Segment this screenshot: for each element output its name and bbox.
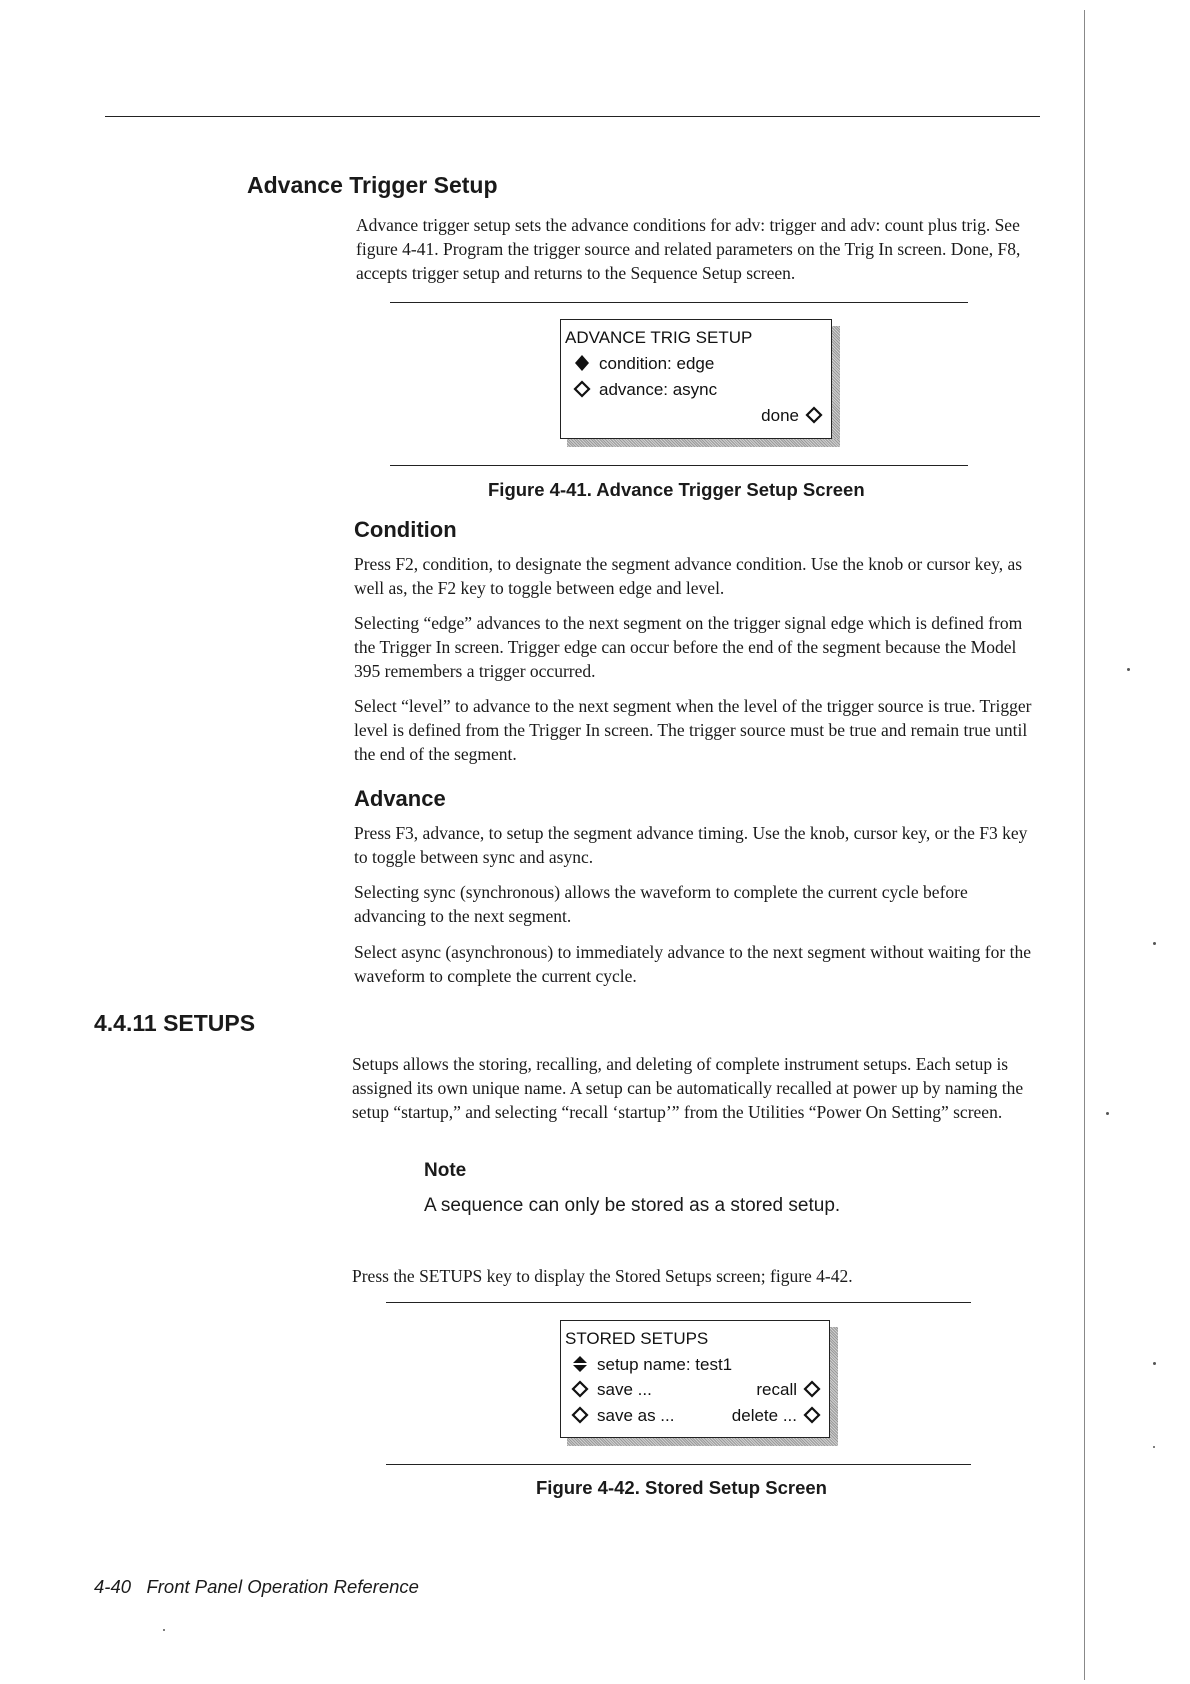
scan-speck [1106,1112,1109,1115]
setup-name-value: setup name: test1 [597,1355,733,1374]
save-as-label: save as ... [597,1406,675,1425]
scan-speck [1153,942,1156,945]
note-heading: Note [424,1160,467,1181]
figure-42-caption: Figure 4-42. Stored Setup Screen [536,1477,827,1498]
figure-42-screen [560,1320,830,1438]
screen-title: ADVANCE TRIG SETUP [565,328,753,347]
screen-title: STORED SETUPS [565,1329,709,1348]
condition-paragraph-2: Selecting “edge” advances to the next segment on the trigger signal edge which is defined from the Trigger In screen. Trigger edge can occur before the end of the segment because the Model 395 remembers a trigger occurred. [354,613,1023,681]
delete-label: delete ... [731,1406,797,1425]
screen-shadow [830,1327,838,1446]
screen-shadow [832,326,840,447]
figure-41-caption: Figure 4-41. Advance Trigger Setup Screen [488,479,865,500]
screen-shadow [567,1438,838,1446]
hollow-diamond-icon [805,406,823,424]
done-softkey [761,406,823,426]
save-label: save ... [597,1380,652,1399]
advance-paragraph-1: Press F3, advance, to setup the segment advance timing. Use the knob, cursor key, or the F3 key to toggle between sync and async. [354,823,1028,867]
filled-diamond-icon [573,354,591,372]
hollow-diamond-icon [803,1406,821,1424]
delete-softkey [732,1406,821,1426]
save-as-softkey [571,1406,674,1426]
condition-line [573,354,714,374]
note-text: A sequence can only be stored as a stored setup. [424,1195,841,1216]
section-title-advance-trigger-setup: Advance Trigger Setup [247,172,498,198]
advance-paragraph-3: Select async (asynchronous) to immediately advance to the next segment without waiting for the waveform to complete the current cycle. [354,942,1031,986]
hollow-diamond-icon [571,1380,589,1398]
done-label: done [761,406,799,425]
figure-42-top-rule [386,1302,971,1303]
scan-speck [1153,1446,1155,1448]
figure-41-bottom-rule [390,465,968,466]
up-down-arrow-icon [571,1355,589,1373]
save-softkey [571,1380,652,1400]
condition-paragraph-1: Press F2, condition, to designate the segment advance condition. Use the knob or cursor key, as well as, the F2 key to toggle between edge and level. [354,554,1023,598]
advance-paragraph-2: Selecting sync (synchronous) allows the waveform to complete the current cycle before advancing to the next segment. [354,882,968,926]
advance-heading: Advance [354,786,446,811]
hollow-diamond-icon [803,1380,821,1398]
setups-paragraph-1: Setups allows the storing, recalling, and deleting of complete instrument setups. Each setup is assigned its own unique name. A setup can be automatically recalled at power up by naming the setup “startup,” and selecting “recall ‘startup’” from the Utilities “Power On Setting” screen. [352,1054,1024,1122]
figure-41-screen [560,319,832,439]
hollow-diamond-icon [571,1406,589,1424]
header-rule [105,116,1040,117]
setups-section-heading: 4.4.11 SETUPS [94,1010,256,1036]
scan-speck [163,1629,165,1631]
condition-heading: Condition [354,517,457,542]
condition-value: condition: edge [599,354,715,373]
scan-speck [1127,668,1130,671]
page-footer: 4-40 Front Panel Operation Reference [94,1576,419,1597]
screen-shadow [567,439,840,447]
recall-softkey [756,1380,821,1400]
advance-trigger-intro: Advance trigger setup sets the advance conditions for adv: trigger and adv: count plus trig. See figure 4-41. Program the trigger source and related parameters on the Trig In screen. Done, F8, accepts trigger setup and returns to the Sequence Setup screen. [356,215,1021,283]
setup-name-line [571,1355,732,1375]
figure-42-bottom-rule [386,1464,971,1465]
recall-label: recall [756,1380,797,1399]
setups-paragraph-2: Press the SETUPS key to display the Stored Setups screen; figure 4-42. [352,1266,853,1286]
hollow-diamond-icon [573,380,591,398]
condition-paragraph-3: Select “level” to advance to the next segment when the level of the trigger source is true. Trigger level is defined from the Trigger In screen. The trigger source must be true and remain true until the end of the segment. [354,696,1032,764]
advance-value: advance: async [599,380,718,399]
scan-speck [1153,1362,1156,1365]
figure-41-top-rule [390,302,968,303]
page-edge-line [1084,10,1085,1680]
advance-line [573,380,717,400]
